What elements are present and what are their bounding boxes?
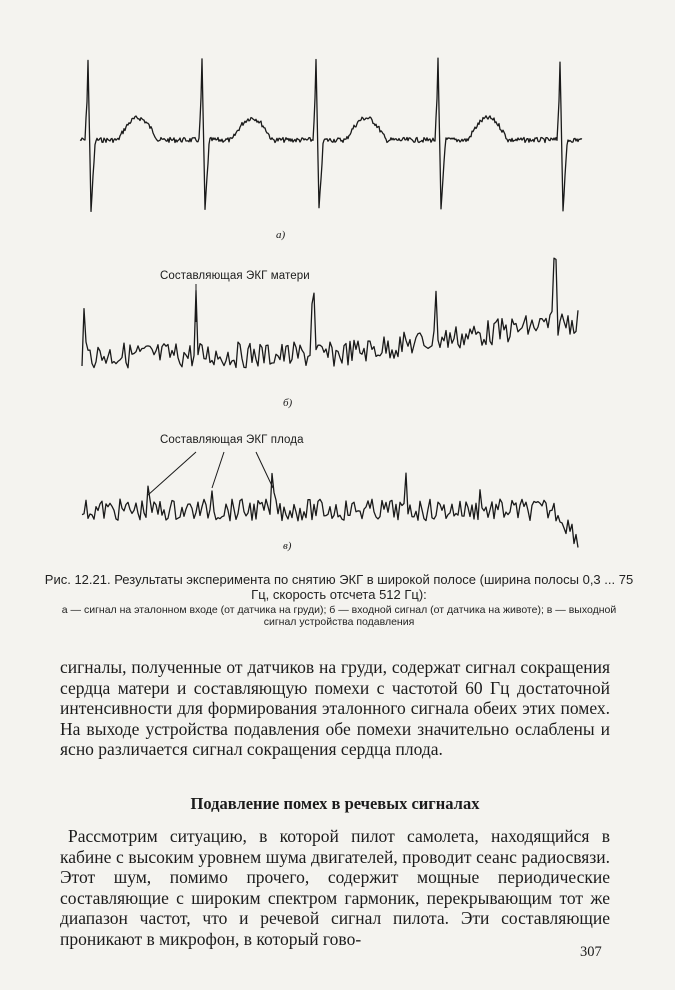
annotation-mother-ecg: Составляющая ЭКГ матери	[160, 270, 310, 282]
panel-b-label: б)	[283, 397, 293, 409]
section-heading: Подавление помех в речевых сигналах	[190, 794, 480, 813]
trace-b-input-signal	[82, 258, 578, 368]
caption-main: Рис. 12.21. Результаты эксперимента по снятию ЭКГ в широкой полосе (ширина полосы 0,3 ... 75 Гц, скорость отсчета 512 Гц):	[44, 572, 634, 602]
annotation-fetal-ecg: Составляющая ЭКГ плода	[160, 434, 304, 446]
panel-c-label: в)	[283, 540, 292, 552]
paragraph-2: Рассмотрим ситуацию, в которой пилот самолета, находящийся в кабине с высоким уровнем шума двигателей, проводит сеанс радиосвязи. Этот шум, помимо прочего, содержит мощные периодические составляющие с широким спектром гармоник, перекрывающим тот же диапазон частот, что и речевой сигнал пилота. Эти составляющие проникают в микрофон, в который гово-	[60, 826, 610, 949]
panel-a-label: а)	[276, 229, 286, 241]
leader-fetus-1	[148, 452, 196, 495]
paragraph-1: сигналы, полученные от датчиков на груди, содержат сигнал сокращения сердца матери и составляющую помехи с частотой 60 Гц достаточной интенсивности для формирования эталонного сигнала обеих этих помех. На выходе устройства подавления обе помехи значительно ослаблены и ясно различается сигнал сокращения сердца плода.	[60, 657, 610, 759]
trace-c-output-signal	[82, 473, 578, 547]
trace-a-reference-signal	[80, 58, 582, 211]
leader-fetus-3	[256, 452, 273, 488]
leader-fetus-2	[212, 452, 224, 488]
caption-legend: а — сигнал на эталонном входе (от датчика на груди); б — входной сигнал (от датчика на животе); в — выходной сигнал устройства подавления	[61, 604, 617, 628]
page-number: 307	[580, 944, 602, 960]
figure-caption	[44, 572, 634, 628]
